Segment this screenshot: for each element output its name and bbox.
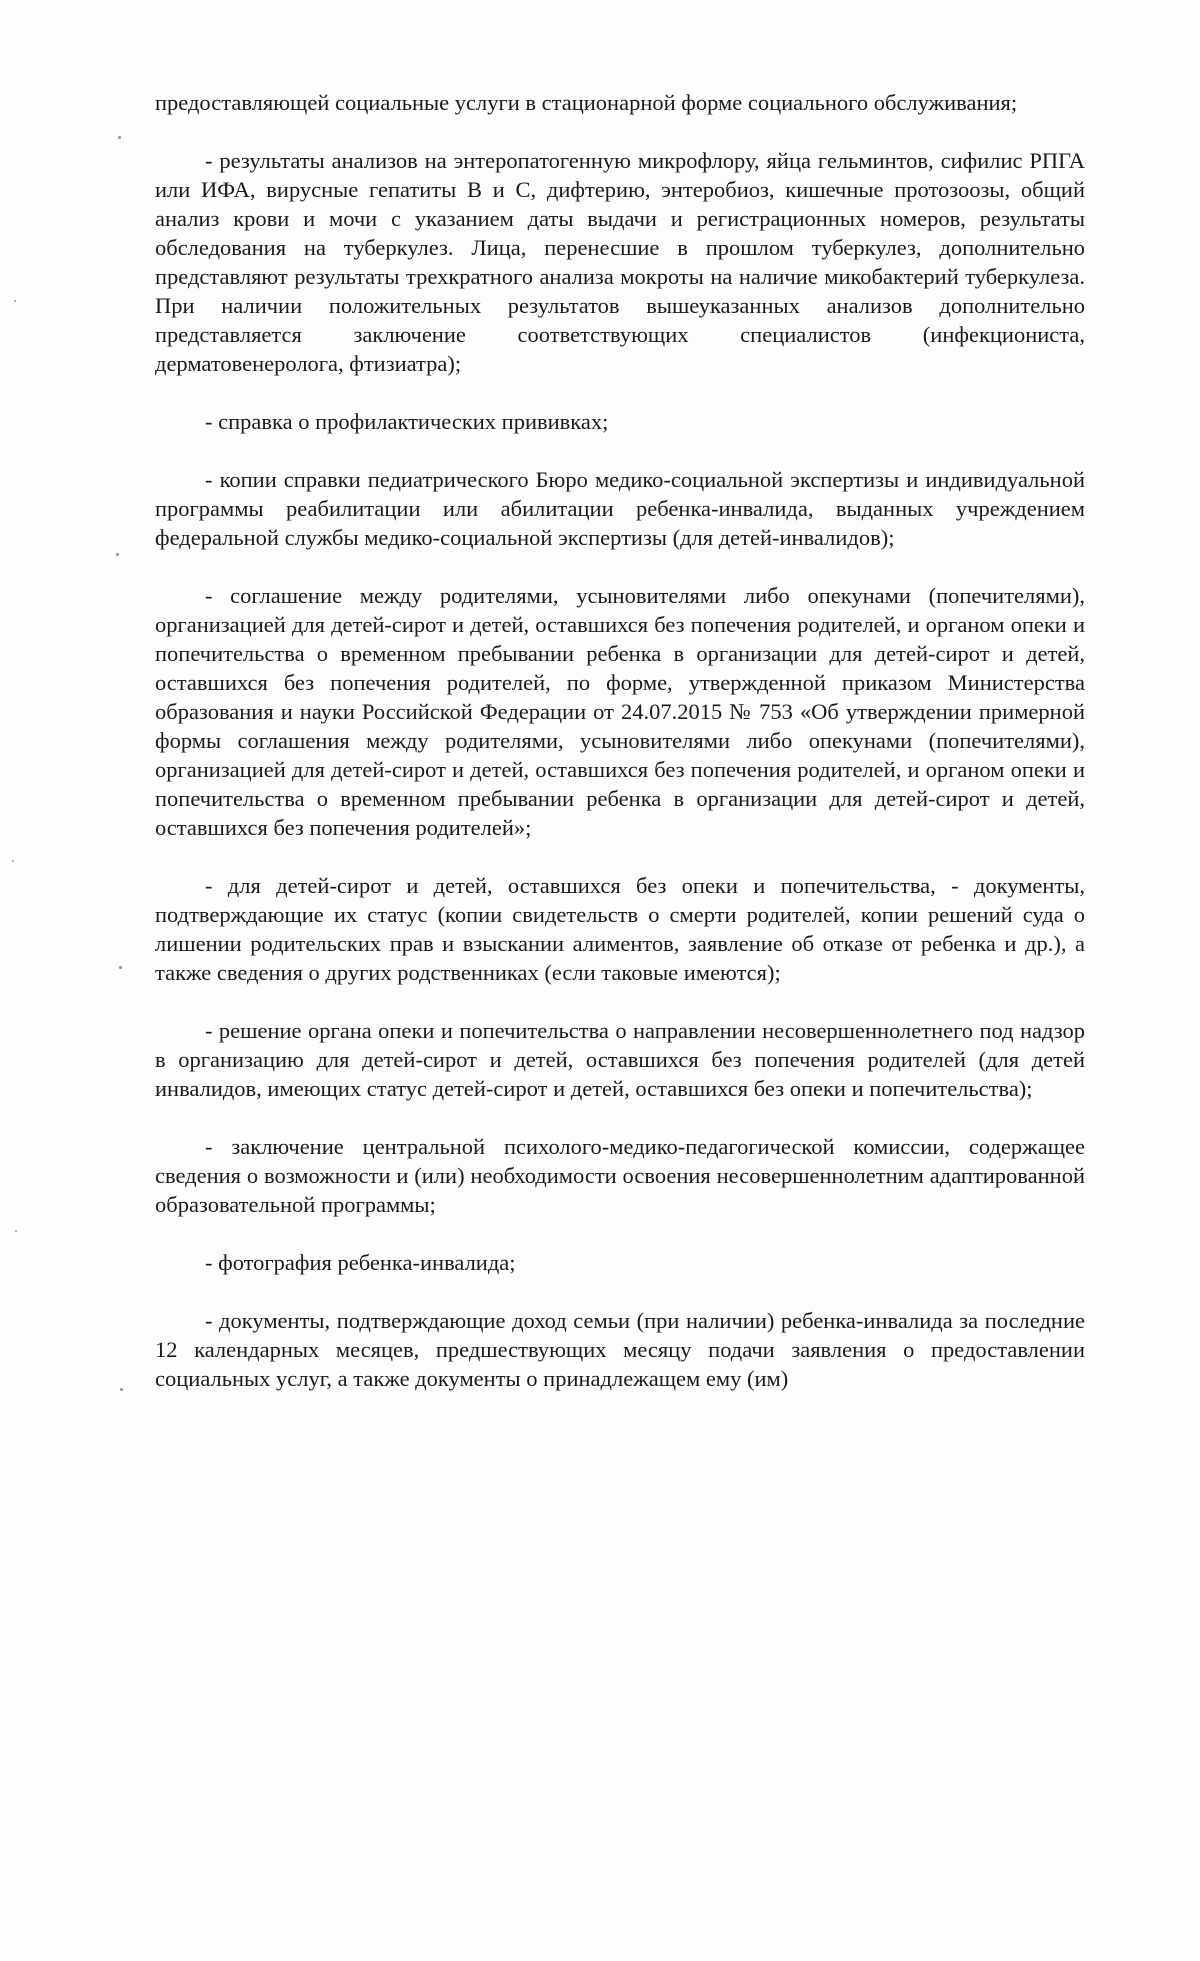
paragraph-test-results: - результаты анализов на энтеропатогенную микрофлору, яйца гельминтов, сифилис РПГА или ИФА, вирусные гепатиты В и С, дифтерию, энтеробиоз, кишечные протозоозы, общий анализ крови и мочи с указанием даты выдачи и регистрационных номеров, результаты обследования на туберкулез. Лица, перенесшие в прошлом туберкулез, дополнительно представляют результаты трехкратного анализа мокроты на наличие микобактерий туберкулеза. При наличии положительных результатов вышеуказанных анализов дополнительно представляется заключение соответствующих специалистов (инфекциониста, дерматовенеролога, фтизиатра); (155, 148, 1085, 376)
paragraph-vaccination-certificate: - справка о профилактических прививках; (205, 409, 609, 434)
paragraph-photo: - фотография ребенка-инвалида; (205, 1250, 516, 1275)
paragraph-mse-copies: - копии справки педиатрического Бюро медико-социальной экспертизы и индивидуальной программы реабилитации или абилитации ребенка-инвалида, выданных учреждением федеральной службы медико-социальной экспертизы (для детей-инвалидов); (155, 467, 1085, 550)
document-body (155, 88, 1085, 1422)
paragraph-orphan-documents: - для детей-сирот и детей, оставшихся без опеки и попечительства, - документы, подтверждающие их статус (копии свидетельств о смерти родителей, копии решений суда о лишении родительских прав и взыскании алиментов, заявление об отказе от ребенка и др.), а также сведения о других родственниках (если таковые имеются); (155, 873, 1085, 985)
scan-speck (118, 136, 121, 139)
paragraph-continuation: предоставляющей социальные услуги в стационарной форме социального обслуживания; (155, 90, 1018, 115)
scan-speck (15, 1230, 17, 1232)
scan-speck (12, 860, 14, 862)
scan-speck (14, 300, 16, 302)
scan-speck (116, 553, 119, 556)
paragraph-guardianship-decision: - решение органа опеки и попечительства о направлении несовершеннолетнего под надзор в организацию для детей-сирот и детей, оставшихся без попечения родителей (для детей инвалидов, имеющих статус детей-сирот и детей, оставшихся без опеки и попечительства); (155, 1018, 1085, 1101)
paragraph-income-documents: - документы, подтверждающие доход семьи (при наличии) ребенка-инвалида за последние 12 календарных месяцев, предшествующих месяцу подачи заявления о предоставлении социальных услуг, а также документы о принадлежащем ему (им) (155, 1308, 1085, 1391)
scan-speck (119, 966, 122, 969)
scan-speck (120, 1388, 123, 1391)
paragraph-pmpk-conclusion: - заключение центральной психолого-медико-педагогической комиссии, содержащее сведения о возможности и (или) необходимости освоения несовершеннолетним адаптированной образовательной программы; (155, 1134, 1085, 1217)
paragraph-agreement: - соглашение между родителями, усыновителями либо опекунами (попечителями), организацией для детей-сирот и детей, оставшихся без попечения родителей, и органом опеки и попечительства о временном пребывании ребенка в организации для детей-сирот и детей, оставшихся без попечения родителей, по форме, утвержденной приказом Министерства образования и науки Российской Федерации от 24.07.2015 № 753 «Об утверждении примерной формы соглашения между родителями, усыновителями либо опекунами (попечителями), организацией для детей-сирот и детей, оставшихся без попечения родителей, и органом опеки и попечительства о временном пребывании ребенка в организации для детей-сирот и детей, оставшихся без попечения родителей»; (155, 583, 1085, 840)
